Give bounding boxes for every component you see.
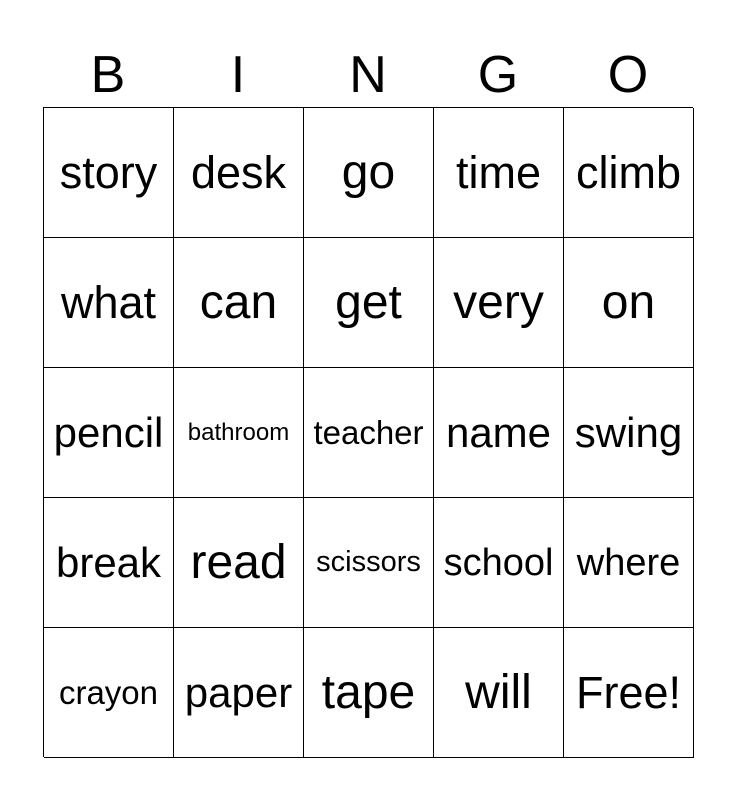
bingo-cell[interactable]: tape xyxy=(304,628,434,758)
bingo-cell[interactable]: what xyxy=(44,238,174,368)
bingo-cell[interactable]: read xyxy=(174,498,304,628)
bingo-cell[interactable]: can xyxy=(174,238,304,368)
header-letter-n: N xyxy=(349,46,387,104)
bingo-cell[interactable]: scissors xyxy=(304,498,434,628)
bingo-cell[interactable]: break xyxy=(44,498,174,628)
bingo-cell[interactable]: name xyxy=(434,368,564,498)
bingo-cell[interactable]: bathroom xyxy=(174,368,304,498)
bingo-cell[interactable]: very xyxy=(434,238,564,368)
bingo-cell[interactable]: story xyxy=(44,108,174,238)
bingo-board xyxy=(43,107,693,757)
bingo-header xyxy=(43,44,693,106)
bingo-cell[interactable]: get xyxy=(304,238,434,368)
header-letter-i: I xyxy=(230,46,246,104)
bingo-cell[interactable]: crayon xyxy=(44,628,174,758)
bingo-cell[interactable]: where xyxy=(564,498,694,628)
bingo-cell[interactable]: go xyxy=(304,108,434,238)
bingo-cell[interactable]: pencil xyxy=(44,368,174,498)
bingo-cell[interactable]: paper xyxy=(174,628,304,758)
header-letter-g: G xyxy=(477,46,519,104)
bingo-cell[interactable]: teacher xyxy=(304,368,434,498)
header-letter-b: B xyxy=(90,46,126,104)
bingo-cell[interactable]: climb xyxy=(564,108,694,238)
bingo-cell[interactable]: time xyxy=(434,108,564,238)
bingo-cell[interactable]: on xyxy=(564,238,694,368)
bingo-cell[interactable]: will xyxy=(434,628,564,758)
bingo-cell[interactable]: swing xyxy=(564,368,694,498)
header-letter-o: O xyxy=(607,46,649,104)
bingo-cell[interactable]: school xyxy=(434,498,564,628)
bingo-cell[interactable]: desk xyxy=(174,108,304,238)
free-space[interactable]: Free! xyxy=(564,628,694,758)
